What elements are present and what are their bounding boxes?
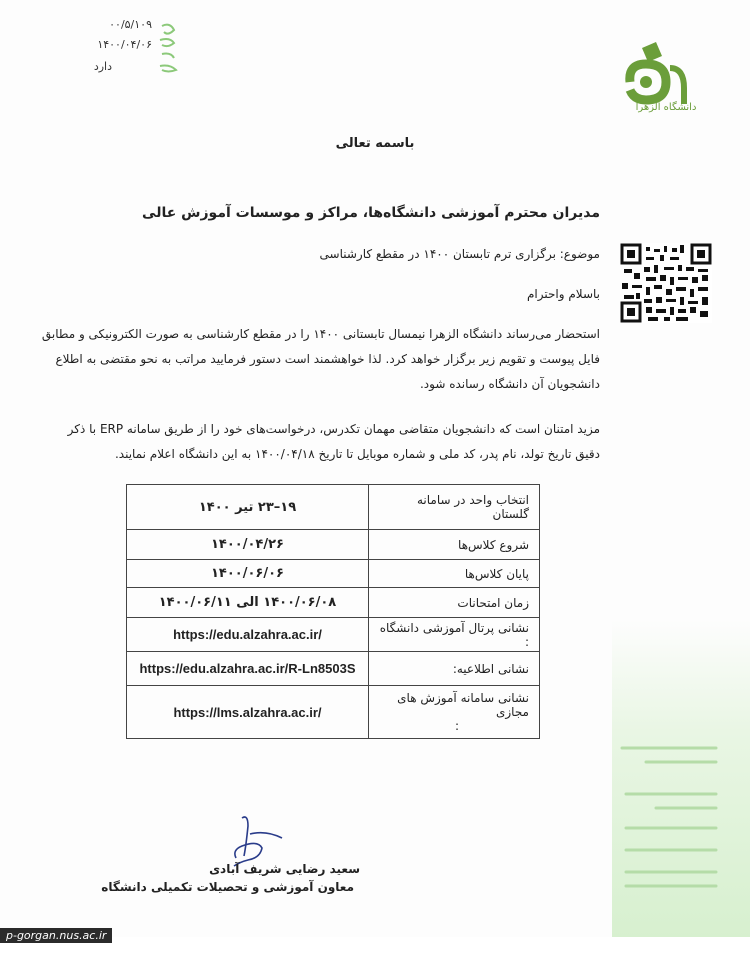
signer-name: سعید رضایی شریف آبادی [209,862,360,876]
announcement-link[interactable]: https://edu.alzahra.ac.ir/R-Ln8503S [127,652,369,686]
schedule-value: ۱۴۰۰/۰۶/۰۶ [127,560,369,588]
schedule-value: ۱۴۰۰/۰۶/۰۸ الی ۱۴۰۰/۰۶/۱۱ [127,588,369,618]
schedule-label [369,686,540,739]
table-row [127,485,540,530]
edu-portal-link[interactable]: https://edu.alzahra.ac.ir/ [127,618,369,652]
addressee: مدیران محترم آموزشی دانشگاه‌ها، مراکز و موسسات آموزش عالی [142,205,600,221]
university-logo-icon [612,38,722,128]
schedule-value: ۱۹–۲۳ تیر ۱۴۰۰ [127,485,369,530]
lms-link[interactable]: https://lms.alzahra.ac.ir/ [127,686,369,739]
watermark-domain: nus.ac.ir [59,929,107,942]
salutation: باسمه تعالی [335,136,415,151]
table-row [127,588,540,618]
watermark-prefix: p-gorgan. [6,929,60,942]
schedule-table [126,484,540,739]
letter-subject: موضوع: برگزاری ترم تابستان ۱۴۰۰ در مقطع کارشناسی [319,247,600,261]
attachment-status: دارد [93,60,112,73]
schedule-label: پایان کلاس‌ها [369,560,540,588]
greeting: باسلام واحترام [526,287,600,301]
table-row [127,686,540,739]
schedule-label: نشانی اطلاعیه: [369,652,540,686]
signer-title: معاون آموزشی و تحصیلات تکمیلی دانشگاه [101,880,354,894]
logo-caption: دانشگاه الزهرا [635,102,697,113]
paragraph-1-line-3: دانشجویان آن دانشگاه رسانده شود. [419,377,600,391]
table-row [127,530,540,560]
watermark [0,928,112,943]
table-row [127,560,540,588]
schedule-value: ۱۴۰۰/۰۴/۲۶ [127,530,369,560]
paragraph-2-line-2: دقیق تاریخ تولد، نام پدر، کد ملی و شماره موبایل تا تاریخ ۱۴۰۰/۰۴/۱۸ به این دانشگاه اعلام نمایند. [114,447,600,461]
table-row [127,618,540,652]
paragraph-1-line-2: فایل پیوست و تقویم زیر برگزار خواهد کرد. لذا خواهشمند است دستور فرمایید مراتب به نحو مقتضی به اطلاع [55,352,600,366]
paragraph-2-line-1: مزید امتنان است که دانشجویان متقاضی مهمان تکدرس، درخواست‌های خود را از طریق سامانه ERP با ذکر [67,422,600,436]
schedule-label-line: نشانی سامانه آموزش های مجازی [397,691,529,719]
bottom-band [0,937,750,955]
schedule-label: شروع کلاس‌ها [369,530,540,560]
letter-number: ۰۰/۵/۱۰۹ [109,18,152,31]
paragraph-1-line-1: استحضار می‌رساند دانشگاه الزهرا نیمسال تابستانی ۱۴۰۰ را در مقطع کارشناسی به صورت الکترونیکی و مطابق [41,327,600,341]
schedule-label: زمان امتحانات [369,588,540,618]
footer-address-mark [616,742,726,892]
qr-code-icon [620,243,712,323]
letter-date: ۱۴۰۰/۰۴/۰۶ [97,38,152,51]
schedule-label: انتخاب واحد در سامانه گلستان [369,485,540,530]
letter-meta [52,12,172,82]
schedule-label: نشانی پرتال آموزشی دانشگاه : [369,618,540,652]
table-row [127,652,540,686]
schedule-label-colon: : [454,719,459,733]
stamp-icon [156,20,186,80]
